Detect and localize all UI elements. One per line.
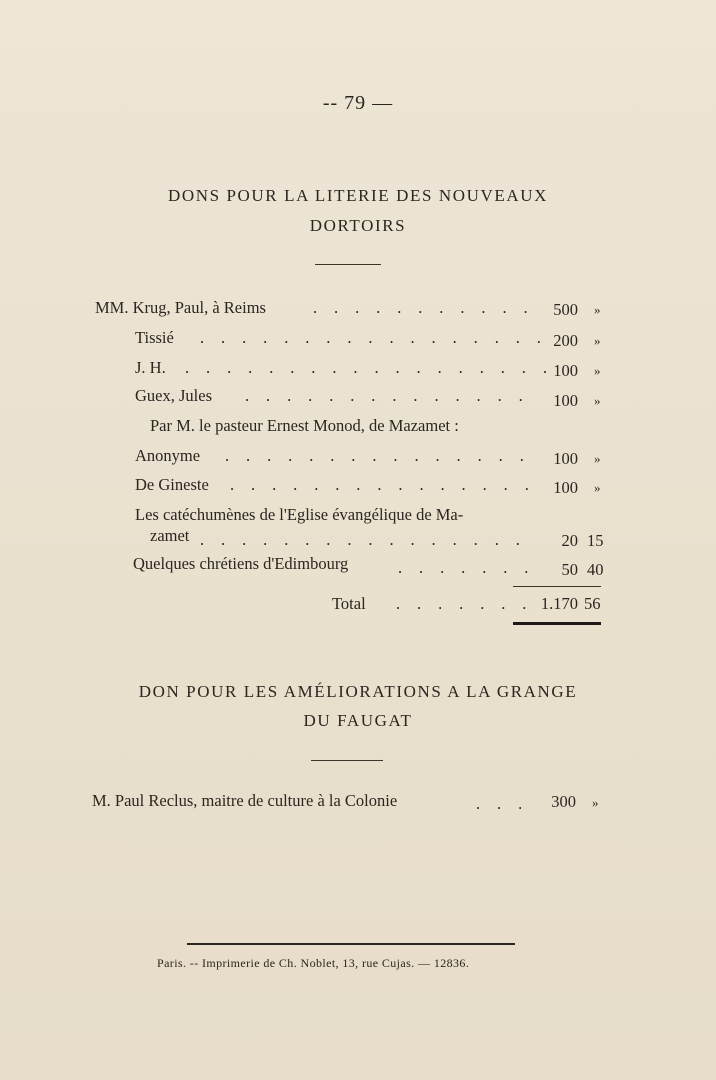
amount-cents: 15 xyxy=(587,531,604,550)
amount-francs: 100 xyxy=(553,361,578,380)
section1-title-line1: DONS POUR LA LITERIE DES NOUVEAUX xyxy=(167,186,549,205)
donation-name: Anonyme xyxy=(135,446,201,465)
section1-title-rule xyxy=(315,264,381,265)
amount-francs: 200 xyxy=(553,331,578,350)
donation-name: Guex, Jules xyxy=(135,386,212,405)
leader-dots: . . . xyxy=(476,794,529,813)
donation-name-continued: zamet xyxy=(150,526,190,545)
donation-name: Quelques chrétiens d'Edimbourg xyxy=(133,554,349,573)
amount-cents: » xyxy=(594,393,601,408)
section1-title-line2: DORTOIRS xyxy=(309,216,407,235)
section2-title-line2: DU FAUGAT xyxy=(303,711,413,730)
leader-dots: . . . . . . . . . . . . . . . . . . xyxy=(185,358,554,377)
amount-cents: » xyxy=(594,480,601,495)
footer-rule xyxy=(187,943,515,945)
sum-rule xyxy=(513,586,601,587)
total-amount: 1.170 xyxy=(540,594,578,613)
amount-cents: » xyxy=(594,363,601,378)
leader-dots: . . . . . . . . . . . . . . xyxy=(245,386,530,405)
amount-cents: » xyxy=(594,302,601,317)
donation-subheading: Par M. le pasteur Ernest Monod, de Mazamet : xyxy=(150,416,459,435)
amount-francs: 100 xyxy=(553,391,578,410)
page-number: -- 79 — xyxy=(322,92,394,114)
amount-francs: 300 xyxy=(551,792,576,811)
donation-name: J. H. xyxy=(135,358,166,377)
leader-dots: . . . . . . . xyxy=(398,558,535,577)
section2-title-rule xyxy=(311,760,383,761)
amount-francs: 20 xyxy=(561,531,578,550)
amount-cents: » xyxy=(592,795,599,810)
amount-francs: 50 xyxy=(561,560,578,579)
total-cents: 56 xyxy=(584,594,601,613)
amount-cents: » xyxy=(594,333,601,348)
leader-dots: . . . . . . . . . . . . . . . . . xyxy=(200,328,548,347)
leader-dots: . . . . . . . . . . . . . . . xyxy=(230,475,536,494)
leader-dots: . . . . . . . xyxy=(396,594,533,613)
amount-francs: 500 xyxy=(553,300,578,319)
total-double-rule xyxy=(513,622,601,625)
amount-francs: 100 xyxy=(553,449,578,468)
donation-name: De Gineste xyxy=(135,475,209,494)
leader-dots: . . . . . . . . . . . . . . . . xyxy=(200,530,527,549)
donation-name: Tissié xyxy=(135,328,174,347)
amount-francs: 100 xyxy=(553,478,578,497)
donation-name: MM. Krug, Paul, à Reims xyxy=(95,298,266,317)
total-label: Total xyxy=(332,594,366,613)
section2-title-line1: DON POUR LES AMÉLIORATIONS A LA GRANGE xyxy=(138,682,578,701)
donation-name: M. Paul Reclus, maitre de culture à la Colonie xyxy=(92,791,398,810)
amount-cents: 40 xyxy=(587,560,604,579)
leader-dots: . . . . . . . . . . . xyxy=(313,298,535,317)
leader-dots: . . . . . . . . . . . . . . . xyxy=(225,446,531,465)
printer-imprint: Paris. -- Imprimerie de Ch. Noblet, 13, rue Cujas. — 12836. xyxy=(157,956,470,970)
amount-cents: » xyxy=(594,451,601,466)
donation-name: Les catéchumènes de l'Eglise évangélique de Ma- xyxy=(135,505,464,524)
